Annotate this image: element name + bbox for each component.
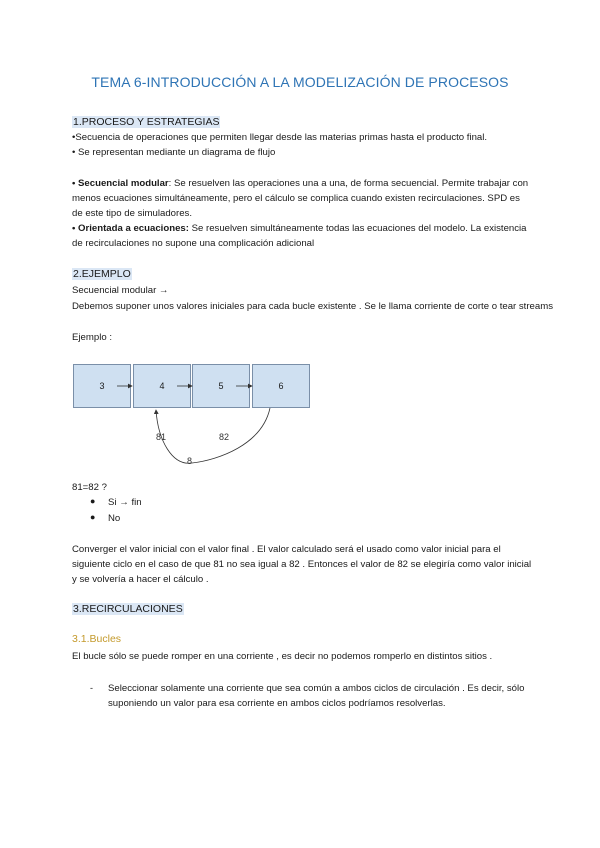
paragraph-line: Debemos suponer unos valores iniciales para cada bucle existente . Se le llama corriente de corte o tear streams [72, 301, 554, 312]
option-item-no: No [108, 513, 121, 524]
stream-label-8: 8 [187, 456, 193, 466]
paragraph-line: • Se representan mediante un diagrama de flujo [72, 147, 276, 158]
stream-label-82: 82 [219, 432, 230, 442]
process-box-label: 6 [278, 381, 284, 391]
section-heading-3 [72, 603, 184, 615]
option-item-si: Si → fin [108, 497, 142, 508]
process-box-6 [252, 364, 310, 408]
section-heading-1-text: 1.PROCESO Y ESTRATEGIAS [73, 116, 220, 128]
process-box-4 [133, 364, 191, 408]
sub-heading-bucles: 3.1.Bucles [72, 633, 122, 645]
bullet-dot: ● [90, 512, 96, 522]
paragraph-line: •Secuencia de operaciones que permiten llegar desde las materias primas hasta el producto final. [72, 132, 488, 143]
dash-list-item: Seleccionar solamente una corriente que sea común a ambos ciclos de circulación . Es decir, sólo suponiendo un valor para esa corriente en ambos ciclos podríamos resolverlas. [108, 683, 525, 709]
paragraph-line: El bucle sólo se puede romper en una corriente , es decir no podemos romperlo en distintos sitios . [72, 651, 493, 662]
paragraph-text: Se resuelven simultáneamente todas las ecuaciones del modelo. La existencia de recirculaciones no supone una complicación adicional [72, 223, 527, 249]
process-box-label: 3 [99, 381, 105, 391]
recycle-stream [156, 408, 270, 463]
stream-label-81: 81 [156, 432, 167, 442]
bold-term: • Orientada a ecuaciones: [72, 223, 189, 234]
section-heading-2 [72, 268, 132, 280]
paragraph-line: Secuencial modular → [72, 285, 169, 296]
paragraph-secuencial-modular [72, 176, 532, 221]
bullet-dot: ● [90, 496, 96, 506]
bold-term: • Secuencial modular [72, 178, 169, 189]
example-label: Ejemplo : [72, 332, 112, 343]
document-title: TEMA 6-INTRODUCCIÓN A LA MODELIZACIÓN DE PROCESOS [91, 74, 509, 90]
paragraph-conclusion: Converger el valor inicial con el valor final . El valor calculado será el usado como valor inicial para el siguiente ciclo en el caso de que 81 no sea igual a 82 . Entonces el valor de 82 se elegiría como valor inicial y se volvería a hacer el cálculo . [72, 544, 532, 585]
process-box-label: 4 [159, 381, 165, 391]
paragraph-text: : Se resuelven las operaciones una a una, de forma secuencial. Permite trabajar con menos ecuaciones simultáneamente, pero el cálculo se complica cuando existen recirculaciones. SPD es de este tipo de simuladores. [72, 178, 529, 219]
process-box-5 [192, 364, 250, 408]
process-box-3 [73, 364, 131, 408]
question-line: 81=82 ? [72, 482, 107, 493]
dash-marker: - [90, 683, 93, 693]
process-box-label: 5 [218, 381, 224, 391]
section-heading-3-text: 3.RECIRCULACIONES [73, 603, 183, 615]
section-heading-1 [72, 116, 220, 128]
paragraph-orientada-ecuaciones [72, 221, 532, 251]
section-heading-2-text: 2.EJEMPLO [73, 268, 131, 280]
